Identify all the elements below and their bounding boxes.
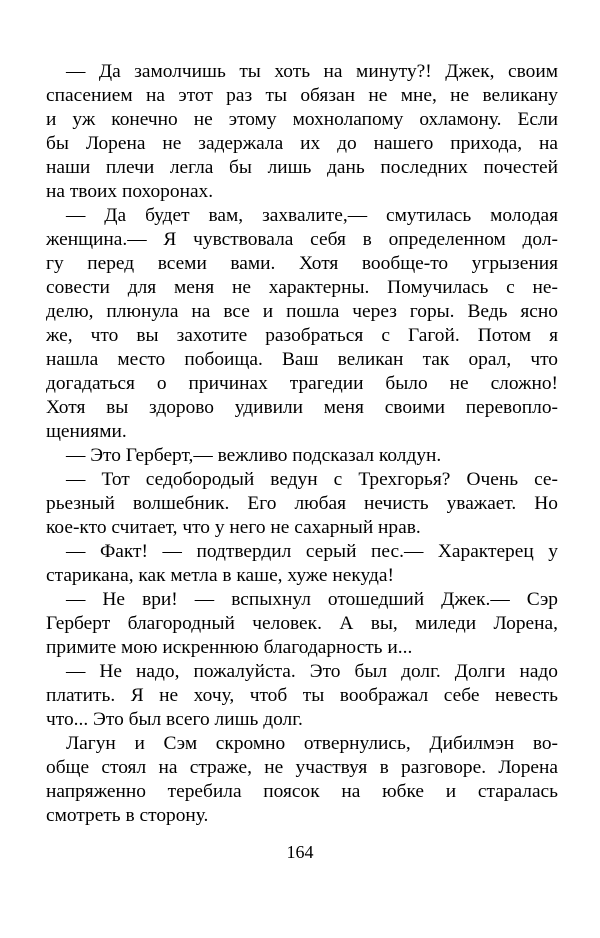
text-line: на твоих похоронах. (46, 181, 214, 202)
paragraph (46, 732, 558, 828)
text-line: нашла место побоища. Ваш великан так орал, что (46, 349, 558, 370)
paragraph (46, 468, 558, 540)
text-line: — Факт! — подтвердил серый пес.— Характерец у (66, 541, 558, 562)
paragraph (46, 588, 558, 660)
text-line: обще стоял на страже, не участвуя в разговоре. Лорена (46, 757, 558, 778)
text-line: гу перед всеми вами. Хотя вообще-то угрызения (46, 253, 558, 274)
text-line: рьезный волшебник. Его любая нечисть уважает. Но (46, 493, 558, 514)
text-line: — Да замолчишь ты хоть на минуту?! Джек, своим (66, 61, 558, 82)
text-line: — Это Герберт,— вежливо подсказал колдун. (66, 445, 442, 466)
paragraph (46, 444, 558, 468)
text-line: примите мою искреннюю благодарность и... (46, 637, 413, 658)
text-line: щениями. (46, 421, 127, 442)
text-line: и уж конечно не этому мохнолапому охламону. Если (46, 109, 558, 130)
text-line: старикана, как метла в каше, хуже некуда! (46, 565, 394, 586)
text-line: платить. Я не хочу, чтоб ты воображал себе невесть (46, 685, 558, 706)
text-line: что... Это был всего лишь долг. (46, 709, 303, 730)
text-line: спасением на этот раз ты обязан не мне, не великану (46, 85, 558, 106)
text-line: женщина.— Я чувствовала себя в определенном дол- (46, 229, 558, 250)
text-line: напряженно теребила поясок на юбке и старалась (46, 781, 558, 802)
text-line: — Не ври! — вспыхнул отошедший Джек.— Сэр (66, 589, 558, 610)
text-line: догадаться о причинах трагедии было не сложно! (46, 373, 558, 394)
paragraph (46, 60, 558, 204)
text-line: — Тот седобородый ведун с Трехгорья? Очень се- (66, 469, 558, 490)
text-line: Лагун и Сэм скромно отвернулись, Дибилмэн во- (66, 733, 558, 754)
text-line: смотреть в сторону. (46, 805, 209, 826)
paragraph (46, 660, 558, 732)
text-line: Хотя вы здорово удивили меня своими перевопло- (46, 397, 558, 418)
paragraph (46, 540, 558, 588)
text-line: — Да будет вам, захвалите,— смутилась молодая (66, 205, 558, 226)
text-line: делю, плюнула на все и пошла через горы. Ведь ясно (46, 301, 558, 322)
text-line: же, что вы захотите разобраться с Гагой. Потом я (46, 325, 558, 346)
text-line: бы Лорена не задержала их до нашего прихода, на (46, 133, 558, 154)
text-line: Герберт благородный человек. А вы, миледи Лорена, (46, 613, 558, 634)
page-number: 164 (286, 842, 314, 862)
text-line: — Не надо, пожалуйста. Это был долг. Долги надо (66, 661, 558, 682)
page-text (46, 60, 558, 828)
text-line: кое-кто считает, что у него не сахарный нрав. (46, 517, 421, 538)
text-line: совести для меня не характерны. Помучилась с не- (46, 277, 558, 298)
text-line: наши плечи легла бы лишь дань последних почестей (46, 157, 558, 178)
paragraph (46, 204, 558, 444)
